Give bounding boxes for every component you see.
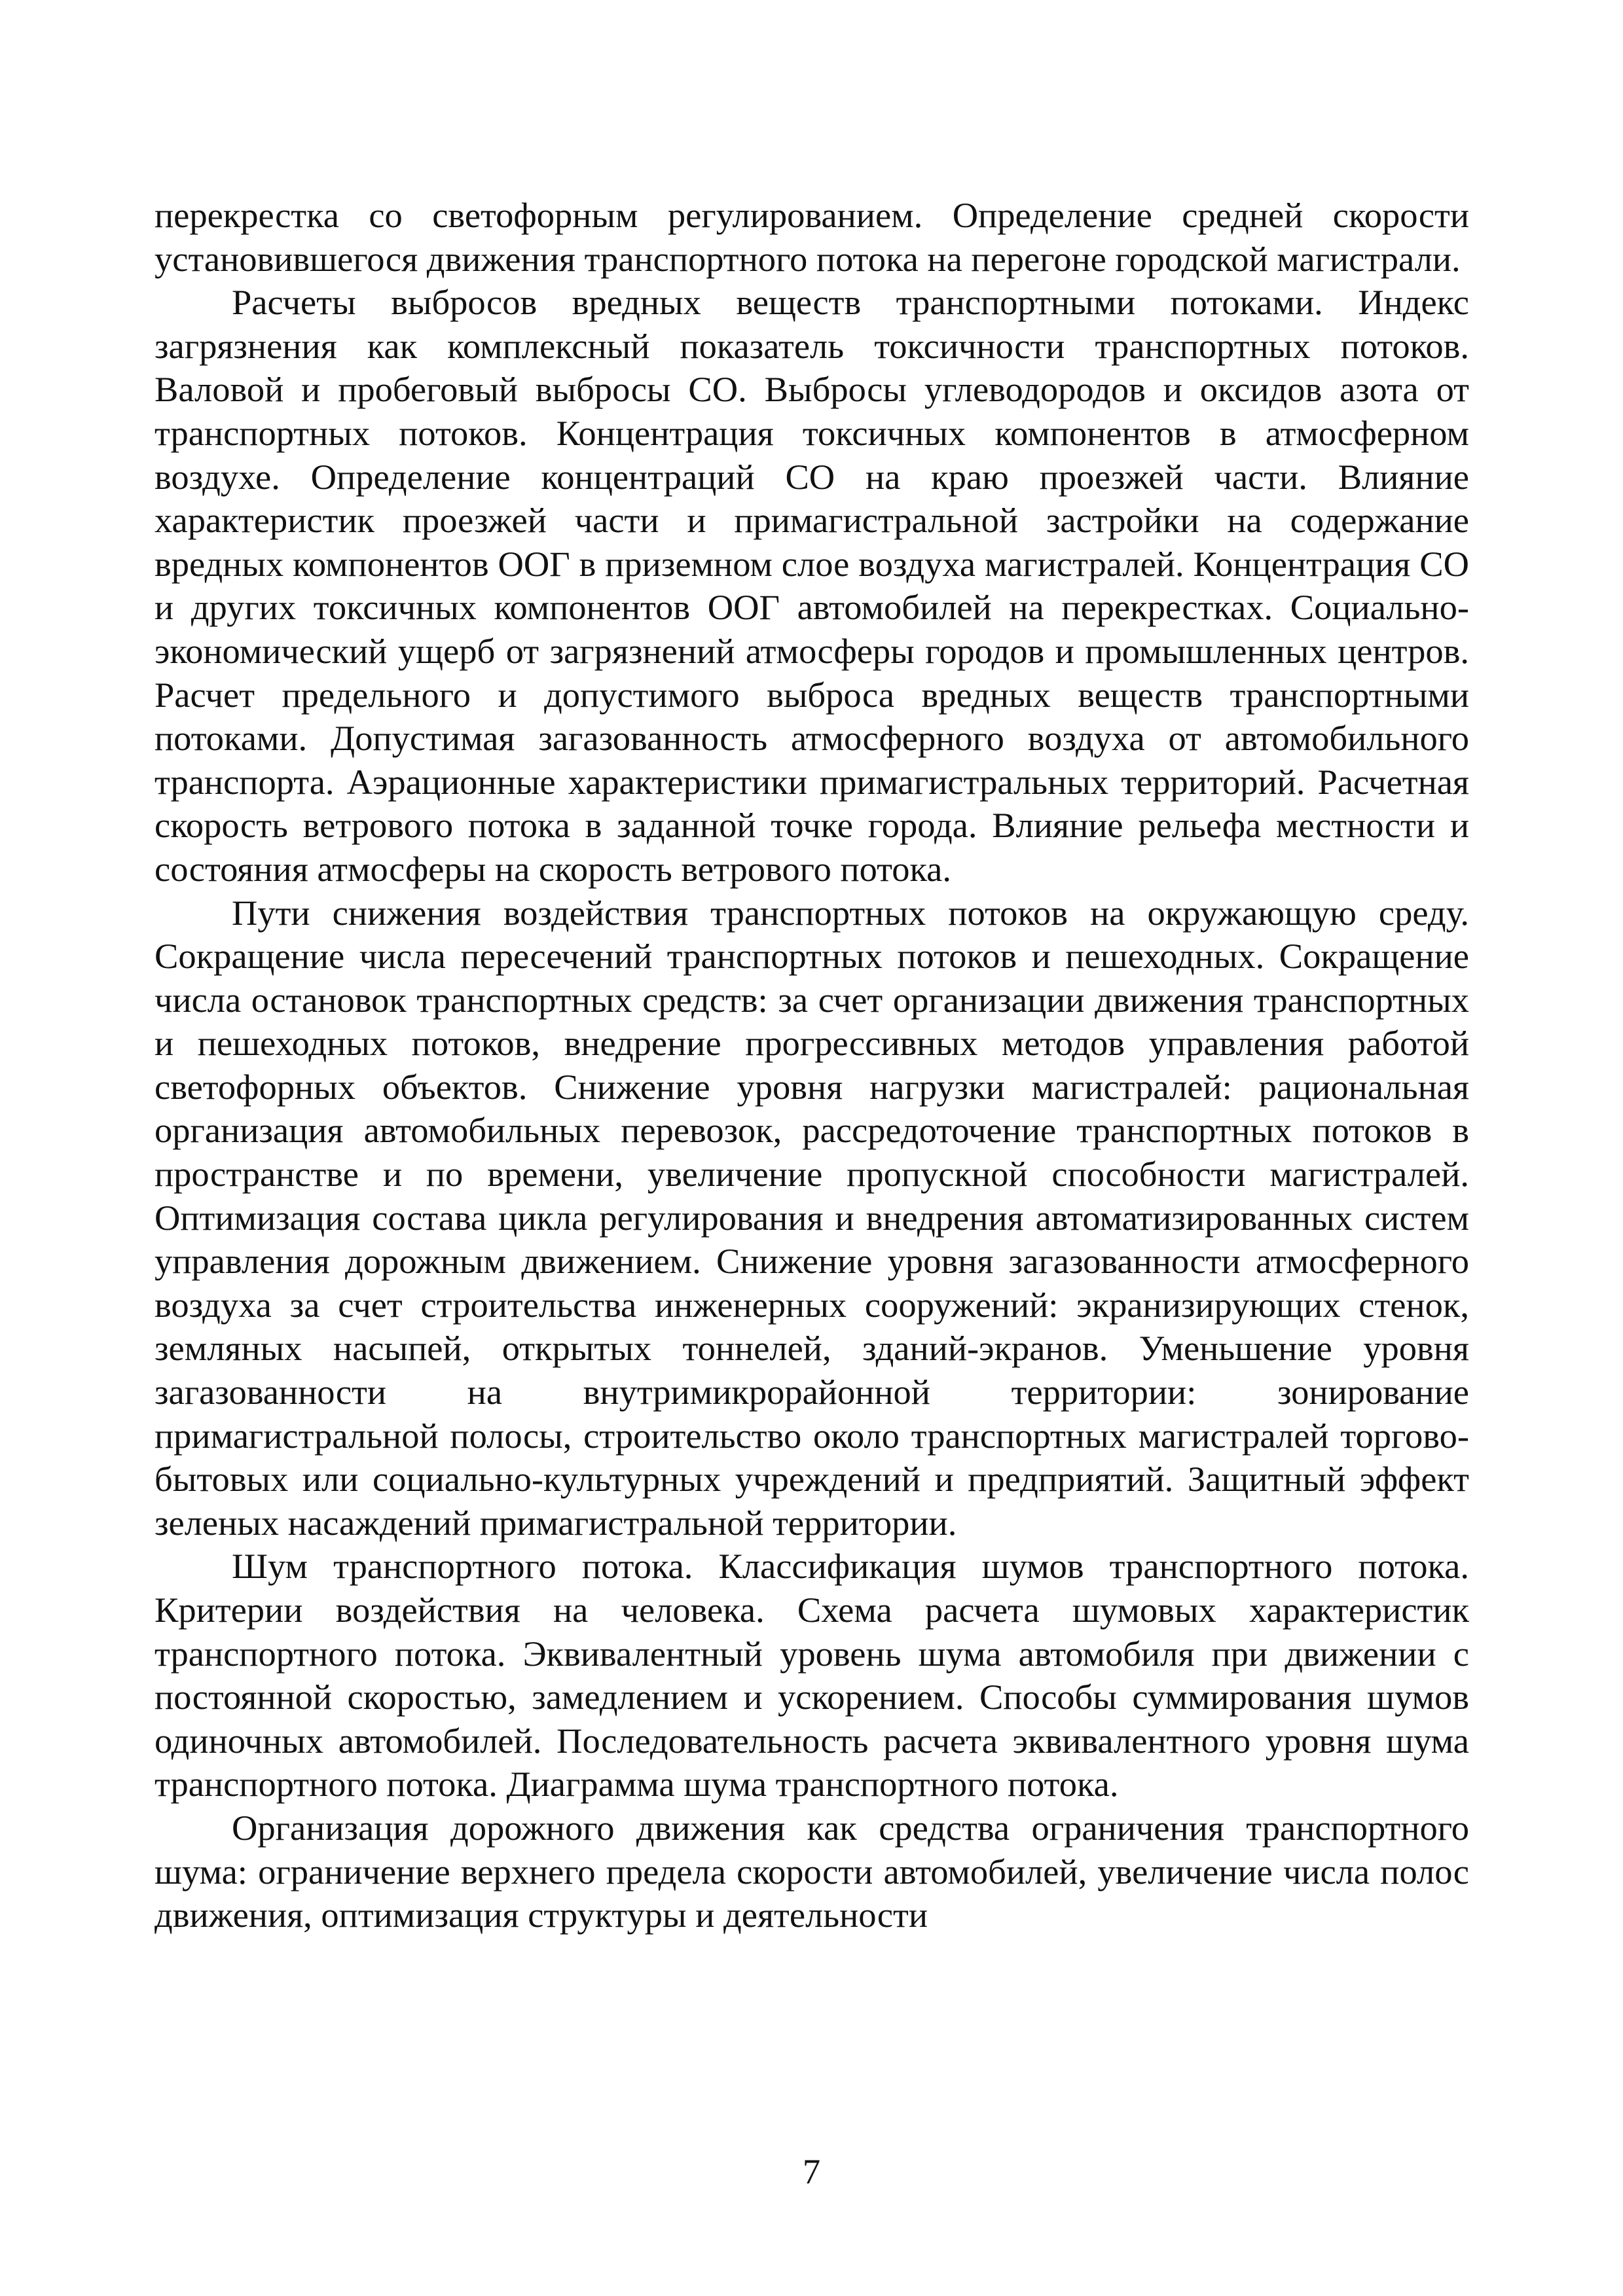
paragraph-traffic-noise: Шум транспортного потока. Классификация шумов транспортного потока. Критерии воздействия на человека. Схема расчета шумовых характеристик транспортного потока. Эквивалентный уровень шума автомобиля при движении с постоянной скоростью, замедлением и ускорением. Способы суммирования шумов одиночных автомобилей. Последовательность расчета эквивалентного уровня шума транспортного потока. Диаграмма шума транспортного потока.	[155, 1546, 1469, 1804]
paragraph-impact-reduction: Пути снижения воздействия транспортных потоков на окружающую среду. Сокращение числа пересечений транспортных потоков и пешеходных. Сокращение числа остановок транспортных средств: за счет организации движения транспортных и пешеходных потоков, внедрение прогрессивных методов управления работой светофорных объектов. Снижение уровня нагрузки магистралей: рациональная организация автомобильных перевозок, рассредоточение транспортных потоков в пространстве и по времени, увеличение пропускной способности магистралей. Оптимизация состава цикла регулирования и внедрения автоматизированных систем управления дорожным движением. Снижение уровня загазованности атмосферного воздуха за счет строительства инженерных сооружений: экранизирующих стенок, земляных насыпей, открытых тоннелей, зданий-экранов. Уменьшение уровня загазованности на внутримикрорайонной территории: зонирование примагистральной полосы, строительство около транспортных магистралей торгово-бытовых или социально-культурных учреждений и предприятий. Защитный эффект зеленых насаждений примагистральной территории.	[155, 892, 1469, 1543]
paragraph-continuation: перекрестка со светофорным регулированием. Определение средней скорости установившегося движения транспортного потока на перегоне городской магистрали.	[155, 195, 1469, 279]
paragraph-emissions: Расчеты выбросов вредных веществ транспортными потоками. Индекс загрязнения как комплексный показатель токсичности транспортных потоков. Валовой и пробеговый выбросы СО. Выбросы углеводородов и оксидов азота от транспортных потоков. Концентрация токсичных компонентов в атмосферном воздухе. Определение концентраций СО на краю проезжей части. Влияние характеристик проезжей части и примагистральной застройки на содержание вредных компонентов ООГ в приземном слое воздуха магистралей. Концентрация СО и других токсичных компонентов ООГ автомобилей на перекрестках. Социально-экономический ущерб от загрязнений атмосферы городов и промышленных центров. Расчет предельного и допустимого выброса вредных веществ транспортными потоками. Допустимая загазованность атмосферного воздуха от автомобильного транспорта. Аэрационные характеристики примагистральных территорий. Расчетная скорость ветрового потока в заданной точке города. Влияние рельефа местности и состояния атмосферы на скорость ветрового потока.	[155, 282, 1469, 889]
paragraph-noise-limitation: Организация дорожного движения как средства ограничения транспортного шума: ограничение верхнего предела скорости автомобилей, увеличение числа полос движения, оптимизация структуры и деятельности	[155, 1807, 1469, 1935]
body-text	[155, 194, 1469, 1937]
page-number: 7	[802, 2151, 821, 2191]
